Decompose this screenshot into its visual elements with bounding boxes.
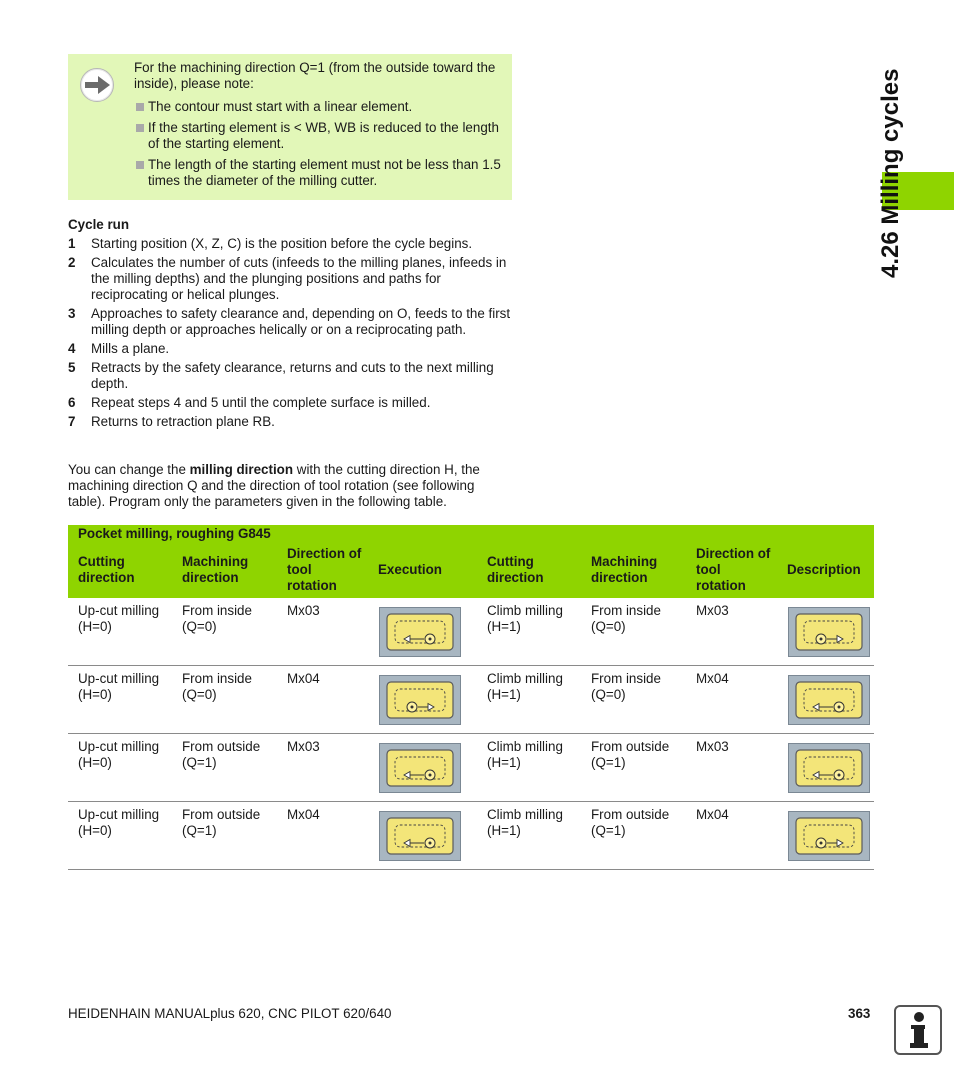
table-cell: From outside (Q=1) [182,807,261,838]
execution-diagram [379,811,461,861]
note-box [68,54,512,200]
note-bullet: The length of the starting element must not be less than 1.5 times the diameter of the milling cutter. [134,157,506,189]
header-cell: Cutting direction [487,554,544,585]
header-cell: Machining direction [591,554,658,585]
step-item: 5 Retracts by the safety clearance, returns and cuts to the next milling depth. [68,360,494,391]
table-cell: Mx04 [287,671,320,686]
table-cell: Up-cut milling (H=0) [78,603,160,634]
execution-diagram [379,607,461,657]
step-item: 1 Starting position (X, Z, C) is the position before the cycle begins. [68,236,473,251]
cycle-steps [68,236,513,433]
table-cell: Up-cut milling (H=0) [78,807,160,838]
header-cell: Direction of tool rotation [696,546,771,593]
footer-text: HEIDENHAIN MANUALplus 620, CNC PILOT 620/640 [68,1006,392,1021]
header-cell: Execution [378,562,442,577]
execution-diagram [379,675,461,725]
table-cell: From inside (Q=0) [182,603,252,634]
description-diagram [788,811,870,861]
note-intro: For the machining direction Q=1 (from the outside toward the inside), please note: [134,60,496,91]
table-cell: Climb milling (H=1) [487,739,563,770]
step-item: 4 Mills a plane. [68,341,170,356]
chapter-title: 4.26 Milling cycles [877,68,904,278]
description-diagram [788,675,870,725]
table-row [68,598,874,666]
table-cell: Mx04 [696,671,729,686]
header-cell: Direction of tool rotation [287,546,362,593]
note-bullet: The contour must start with a linear element. [134,99,506,115]
table-cell: From outside (Q=1) [591,807,670,838]
header-cell: Cutting direction [78,554,135,585]
table-header [68,525,874,598]
milling-table [68,525,874,870]
table-cell: Mx03 [287,603,320,618]
step-item: 6 Repeat steps 4 and 5 until the complete surface is milled. [68,395,431,410]
table-cell: Mx04 [696,807,729,822]
cycle-run-heading: Cycle run [68,217,130,232]
table-cell: From outside (Q=1) [182,739,261,770]
table-cell: From outside (Q=1) [591,739,670,770]
table-cell: Climb milling (H=1) [487,807,563,838]
table-row [68,802,874,870]
table-row [68,666,874,734]
table-cell: Mx03 [696,739,729,754]
table-cell: Climb milling (H=1) [487,603,563,634]
note-bullet: If the starting element is < WB, WB is reduced to the length of the starting element. [134,120,506,152]
table-cell: Mx03 [696,603,729,618]
table-cell: Mx03 [287,739,320,754]
execution-diagram [379,743,461,793]
table-cell: From inside (Q=0) [591,671,661,702]
table-cell: Climb milling (H=1) [487,671,563,702]
table-title: Pocket milling, roughing G845 [78,526,271,541]
table-row [68,734,874,802]
step-item: 2 Calculates the number of cuts (infeeds to the milling planes, infeeds in the milling depths) and the plunging positions and paths for reciprocating or helical plunges. [68,255,507,302]
table-cell: From inside (Q=0) [182,671,252,702]
header-cell: Description [787,562,861,577]
page-number: 363 [848,1006,871,1021]
table-cell: Mx04 [287,807,320,822]
table-cell: Up-cut milling (H=0) [78,671,160,702]
info-icon [894,1005,942,1055]
description-diagram [788,743,870,793]
description-diagram [788,607,870,657]
step-item: 3 Approaches to safety clearance and, depending on O, feeds to the first milling depth or approaches helically or on a reciprocating path. [68,306,511,337]
arrow-right-icon [80,68,114,102]
milling-direction-paragraph: You can change the milling direction with the cutting direction H, the machining direction Q and the direction of tool rotation (see following table). Program only the parameters given in the following table. [68,462,480,509]
table-cell: Up-cut milling (H=0) [78,739,160,770]
table-cell: From inside (Q=0) [591,603,661,634]
header-cell: Machining direction [182,554,249,585]
step-item: 7 Returns to retraction plane RB. [68,414,275,429]
